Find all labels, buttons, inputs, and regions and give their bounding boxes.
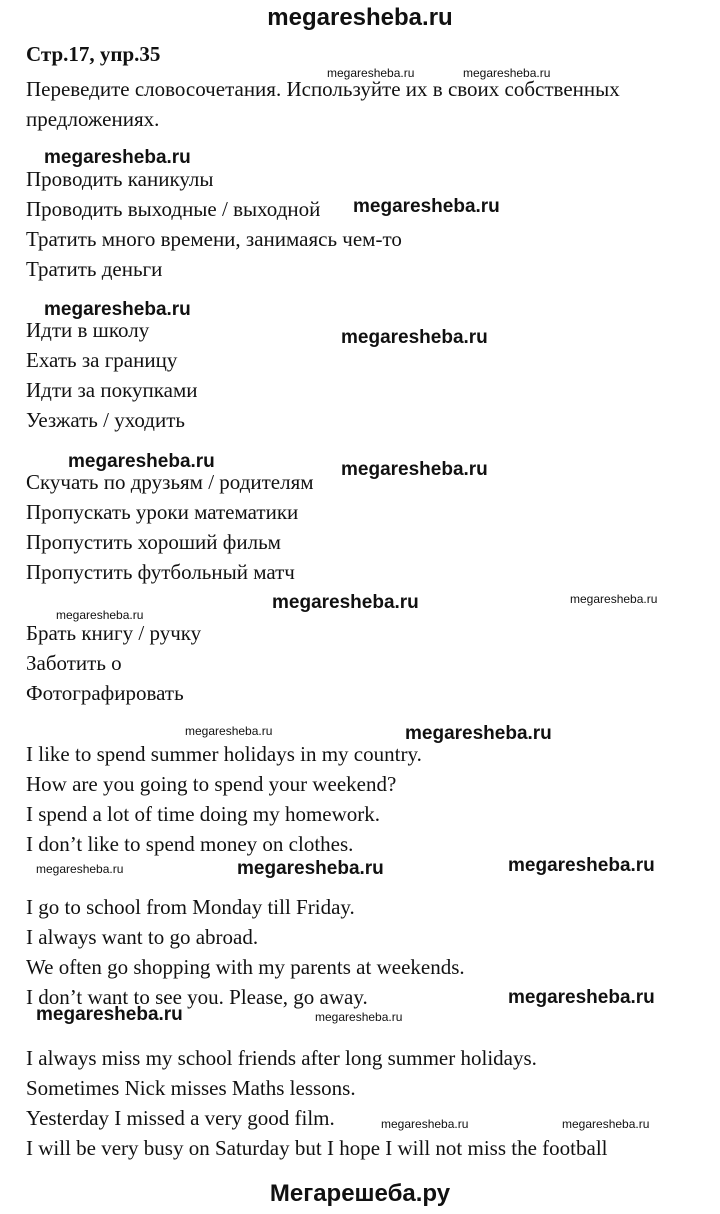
phrase-line: Ехать за границу <box>26 348 178 372</box>
watermark: megaresheba.ru <box>272 592 419 613</box>
sentence-line: I will be very busy on Saturday but I hope I will not miss the football <box>26 1136 608 1160</box>
watermark: megaresheba.ru <box>508 987 655 1008</box>
sentence-line: I don’t like to spend money on clothes. <box>26 832 354 856</box>
phrase-line: Скучать по друзьям / родителям <box>26 470 314 494</box>
sentence-line: Yesterday I missed a very good film. <box>26 1106 335 1130</box>
sentence-line: I always want to go abroad. <box>26 925 259 949</box>
phrase-group-1 <box>26 164 706 284</box>
watermark: megaresheba.ru <box>68 451 215 472</box>
phrase-line: Пропустить хороший фильм <box>26 530 281 554</box>
phrase-line: Идти за покупками <box>26 378 198 402</box>
sentence-line: I always miss my school friends after long summer holidays. <box>26 1046 537 1070</box>
watermark: megaresheba.ru <box>381 1117 469 1131</box>
exercise-title: Стр.17, упр.35 <box>26 42 161 66</box>
site-footer: Мегарешеба.ру <box>269 1180 451 1207</box>
watermark: megaresheba.ru <box>56 608 144 622</box>
watermark: megaresheba.ru <box>405 723 552 744</box>
sentence-group-3 <box>26 1043 706 1163</box>
phrase-line: Фотографировать <box>26 681 184 705</box>
watermark: megaresheba.ru <box>36 1004 183 1025</box>
phrase-line: Пропустить футбольный матч <box>26 560 295 584</box>
watermark: megaresheba.ru <box>237 858 384 879</box>
watermark: megaresheba.ru <box>341 327 488 348</box>
sentence-group-1 <box>26 739 706 859</box>
watermark: megaresheba.ru <box>508 855 655 876</box>
watermark: megaresheba.ru <box>315 1010 403 1024</box>
watermark: megaresheba.ru <box>341 459 488 480</box>
site-header: megaresheba.ru <box>267 4 453 31</box>
phrase-group-3 <box>26 467 706 587</box>
phrase-line: Брать книгу / ручку <box>26 621 202 645</box>
sentence-line: Sometimes Nick misses Maths lessons. <box>26 1076 356 1100</box>
phrase-line: Пропускать уроки математики <box>26 500 299 524</box>
phrase-line: Уезжать / уходить <box>26 408 185 432</box>
phrase-line: Идти в школу <box>26 318 150 342</box>
sentence-line: I spend a lot of time doing my homework. <box>26 802 381 826</box>
sentence-line: I go to school from Monday till Friday. <box>26 895 355 919</box>
watermark: megaresheba.ru <box>327 66 415 80</box>
phrase-line: Проводить выходные / выходной <box>26 197 321 221</box>
phrase-group-4 <box>26 618 706 708</box>
phrase-line: Тратить деньги <box>26 257 163 281</box>
sentence-line: How are you going to spend your weekend? <box>26 772 397 796</box>
sentence-line: I don’t want to see you. Please, go away. <box>26 985 368 1009</box>
watermark: megaresheba.ru <box>185 724 273 738</box>
watermark: megaresheba.ru <box>353 196 500 217</box>
phrase-line: Тратить много времени, занимаясь чем-то <box>26 227 402 251</box>
watermark: megaresheba.ru <box>463 66 551 80</box>
watermark: megaresheba.ru <box>44 147 191 168</box>
phrase-line: Проводить каникулы <box>26 167 214 191</box>
phrase-line: Заботить о <box>26 651 122 675</box>
sentence-line: I like to spend summer holidays in my country. <box>26 742 422 766</box>
watermark: megaresheba.ru <box>570 592 658 606</box>
watermark: megaresheba.ru <box>562 1117 650 1131</box>
instruction-text: Переведите словосочетания. Используйте их в своих собственных предложениях. <box>26 77 620 131</box>
watermark: megaresheba.ru <box>44 299 191 320</box>
sentence-line: We often go shopping with my parents at weekends. <box>26 955 465 979</box>
watermark: megaresheba.ru <box>36 862 124 876</box>
